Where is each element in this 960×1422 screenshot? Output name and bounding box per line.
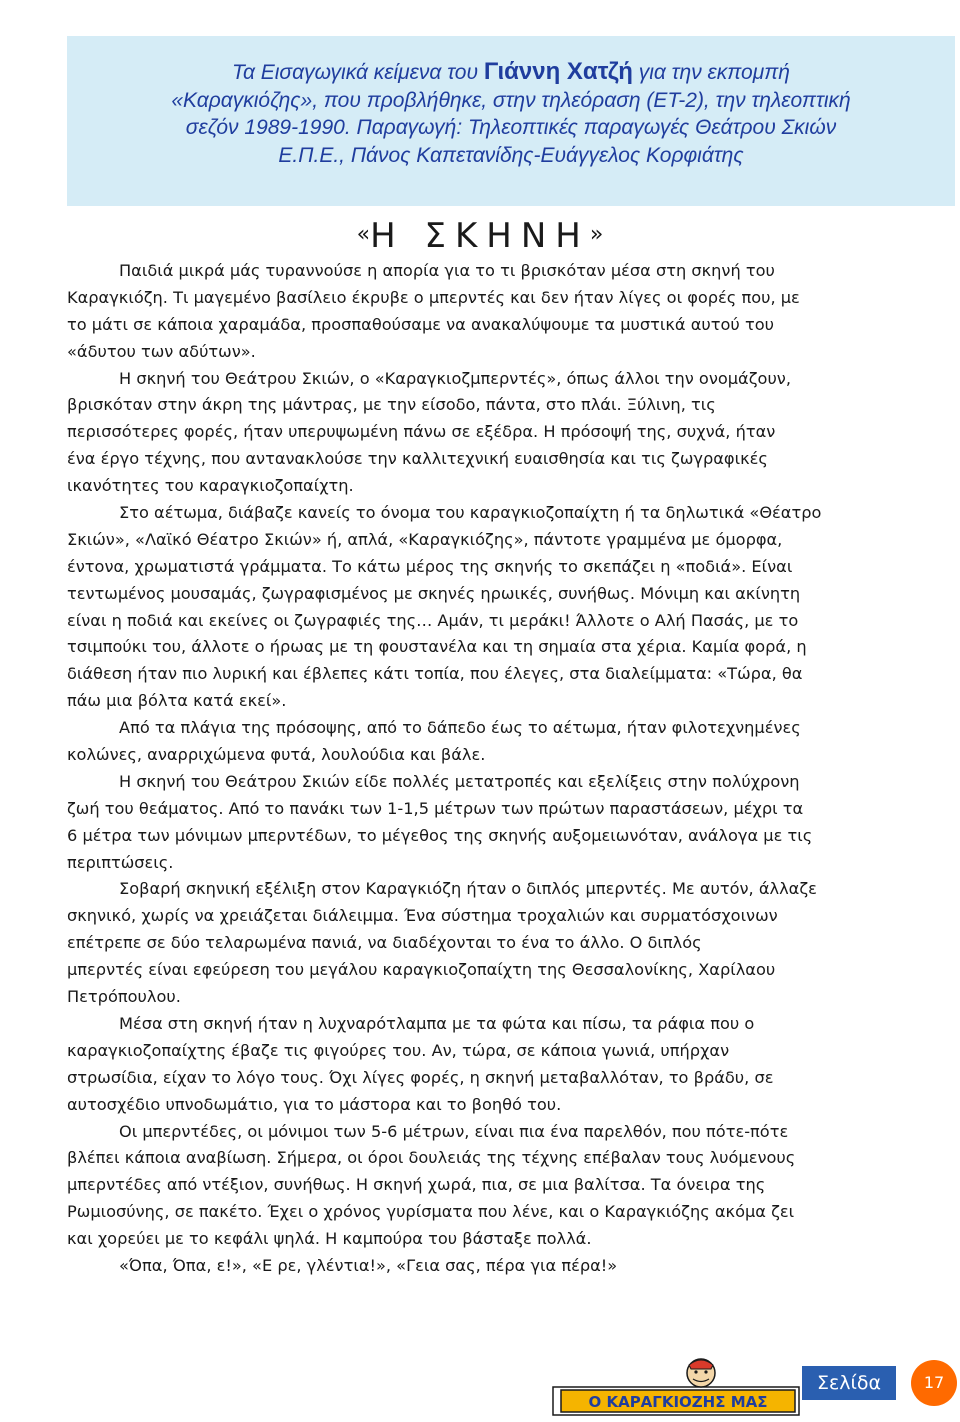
body-line: βλέπει κάποια αναβίωση. Σήμερα, οι όροι δουλειάς της τέχνης επέβαλαν τους λυόμενους [67, 1148, 796, 1168]
logo-eye [694, 1370, 697, 1373]
body-line: τεντωμένος μουσαμάς, ζωγραφισμένος με σκηνές ηρωικές, συνήθως. Μόνιμη και ακίνητη [67, 583, 801, 603]
body-line: Καραγκιόζη. Τι μαγεμένο βασίλειο έκρυβε ο μπερντές και δεν ήταν λίγες οι φορές που, με [67, 287, 800, 307]
author-name: Γιάννη Χατζή [483, 58, 633, 85]
body-line: «άδυτου των αδύτων». [67, 341, 256, 361]
body-line: Παιδιά μικρά μάς τυραννούσε η απορία για το τι βρισκόταν μέσα στη σκηνή του [119, 261, 775, 280]
title-close-quote: » [589, 222, 604, 247]
body-line: διάθεση ήταν πιο λυρική και έβλεπες κάτι τοπία, που έλεγες, στα διαλείμματα: «Τώρα, θα [67, 664, 803, 684]
body-line: Πετρόπουλου. [67, 987, 181, 1007]
logo-text: Ο ΚΑΡΑΓΚΙΟΖΗΣ ΜΑΣ [588, 1393, 768, 1411]
intro-text: για την εκπομπή [632, 61, 790, 84]
body-line: Στο αέτωμα, διάβαζε κανείς το όνομα του καραγκιοζοπαίχτη ή τα δηλωτικά «Θέατρο [119, 503, 822, 523]
body-line: Ρωμιοσύνης, σε πακέτο. Έχει ο χρόνος γυρίσματα που λένε, και ο Καραγκιόζης ακόμα ζει [67, 1202, 795, 1222]
body-line: πάω μια βόλτα κατά εκεί». [67, 691, 287, 711]
intro-box [67, 36, 955, 206]
body-line: και χορεύει με το κεφάλι ψηλά. Η καμπούρα του βάσταξε πολλά. [67, 1229, 592, 1249]
body-line: σκηνικό, χωρίς να χρειάζεται διάλειμμα. Ένα σύστημα τροχαλιών και συρματόσχοινων [67, 906, 778, 926]
article-body [67, 258, 957, 1280]
body-line: Η σκηνή του Θεάτρου Σκιών είδε πολλές μετατροπές και εξελίξεις στην πολύχρονη [119, 771, 800, 791]
body-line: τσιμπούκι του, άλλοτε ο ήρωας με τη φουστανέλα και τη σημαία στα χέρια. Καμία φορά, η [67, 637, 807, 657]
intro-line-4: Ε.Π.Ε., Πάνος Καπετανίδης-Ευάγγελος Κορφιάτης [278, 143, 744, 167]
body-line: ένα έργο τέχνης, που αντανακλούσε την καλλιτεχνική ευαισθησία και τις ζωγραφικές [67, 449, 768, 469]
body-line: περιπτώσεις. [67, 852, 174, 872]
intro-line-3: σεζόν 1989-1990. Παραγωγή: Τηλεοπτικές παραγωγές Θεάτρου Σκιών [185, 116, 837, 139]
body-line: είναι η ποδιά και εκείνες οι ζωγραφιές της… Αμάν, τι μεράκι! Άλλοτε ο Αλή Πασάς, με το [67, 610, 799, 630]
page-title [0, 213, 960, 258]
body-line: το μάτι σε κάποια χαραμάδα, προσπαθούσαμε να ανακαλύψουμε τα μυστικά αυτού του [67, 314, 774, 334]
body-line: Οι μπερντέδες, οι μόνιμοι των 5-6 μέτρων, είναι πια ένα παρελθόν, που πότε-πότε [119, 1121, 789, 1141]
body-line: μπερντέδες από ντέξιον, συνήθως. Η σκηνή χωρά, πια, σε μια βαλίτσα. Τα όνειρα της [67, 1175, 766, 1195]
body-line: Η σκηνή του Θεάτρου Σκιών, ο «Καραγκιοζμπερντές», όπως άλλοι την ονομάζουν, [119, 368, 791, 388]
body-line: Σοβαρή σκηνική εξέλιξη στον Καραγκιόζη ήταν ο διπλός μπερντές. Με αυτόν, άλλαζε [119, 879, 817, 899]
body-line: «Όπα, Όπα, ε!», «Ε ρε, γλέντια!», «Γεια σας, πέρα για πέρα!» [119, 1255, 618, 1275]
page-number-badge: 17 [911, 1360, 957, 1406]
intro-text: Τα Εισαγωγικά κείμενα του [232, 61, 484, 84]
body-line: Από τα πλάγια της πρόσοψης, από το δάπεδο έως το αέτωμα, ήταν φιλοτεχνημένες [119, 718, 801, 738]
logo-eye [704, 1370, 707, 1373]
title-open-quote: « [356, 222, 371, 247]
body-line: ικανότητες του καραγκιοζοπαίχτη. [67, 476, 354, 496]
body-line: επέτρεπε σε δύο τελαρωμένα πανιά, να διαδέχονται το ένα το άλλο. Ο διπλός [67, 933, 702, 953]
intro-line-1 [87, 58, 935, 87]
body-line: καραγκιοζοπαίχτης έβαζε τις φιγούρες του. Αν, τώρα, σε κάποια γωνιά, υπήρχαν [67, 1040, 730, 1060]
body-line: στρωσίδια, είχαν το λόγο τους. Όχι λίγες φορές, η σκηνή μεταβαλλόταν, το βράδυ, σε [67, 1067, 774, 1087]
body-line: έντονα, χρωματιστά γράμματα. Το κάτω μέρος της σκηνής το σκεπάζει η «ποδιά». Είναι [67, 556, 793, 576]
body-line: μπερντές είναι εφεύρεση του μεγάλου καραγκιοζοπαίχτη της Θεσσαλονίκης, Χαρίλαου [67, 960, 776, 980]
body-line: κολώνες, αναρριχώμενα φυτά, λουλούδια και βάλε. [67, 745, 486, 765]
body-line: Μέσα στη σκηνή ήταν η λυχναρότλαμπα με τα φώτα και πίσω, τα ράφια που ο [119, 1013, 755, 1033]
page-label: Σελίδα [802, 1366, 896, 1400]
body-line: αυτοσχέδιο υπνοδωμάτιο, για το μάστορα και το βοηθό του. [67, 1094, 562, 1114]
body-line: βρισκόταν στην άκρη της μάντρας, με την είσοδο, πάντα, στο πλάι. Ξύλινη, τις [67, 395, 716, 415]
body-line: Σκιών», «Λαϊκό Θέατρο Σκιών» ή, απλά, «Καραγκιόζης», πάντοτε γραμμένα με όμορφα, [67, 529, 783, 549]
body-line: 6 μέτρα των μόνιμων μπερντέδων, το μέγεθος της σκηνής αυξομειωνόταν, ανάλογα με τις [67, 825, 813, 845]
intro-line-2: «Καραγκιόζης», που προβλήθηκε, στην τηλεόραση (ΕΤ-2), την τηλεοπτική [171, 88, 851, 112]
karagiozis-logo [551, 1357, 801, 1417]
title-text: Η ΣΚΗΝΗ [370, 216, 590, 256]
body-line: περισσότερες φορές, ήταν υπερυψωμένη πάνω σε εξέδρα. Η πρόσοψή της, συχνά, ήταν [67, 422, 776, 442]
body-line: ζωή του θεάματος. Από το πανάκι των 1-1,5 μέτρων των πρώτων παραστάσεων, μέχρι τα [67, 798, 804, 818]
